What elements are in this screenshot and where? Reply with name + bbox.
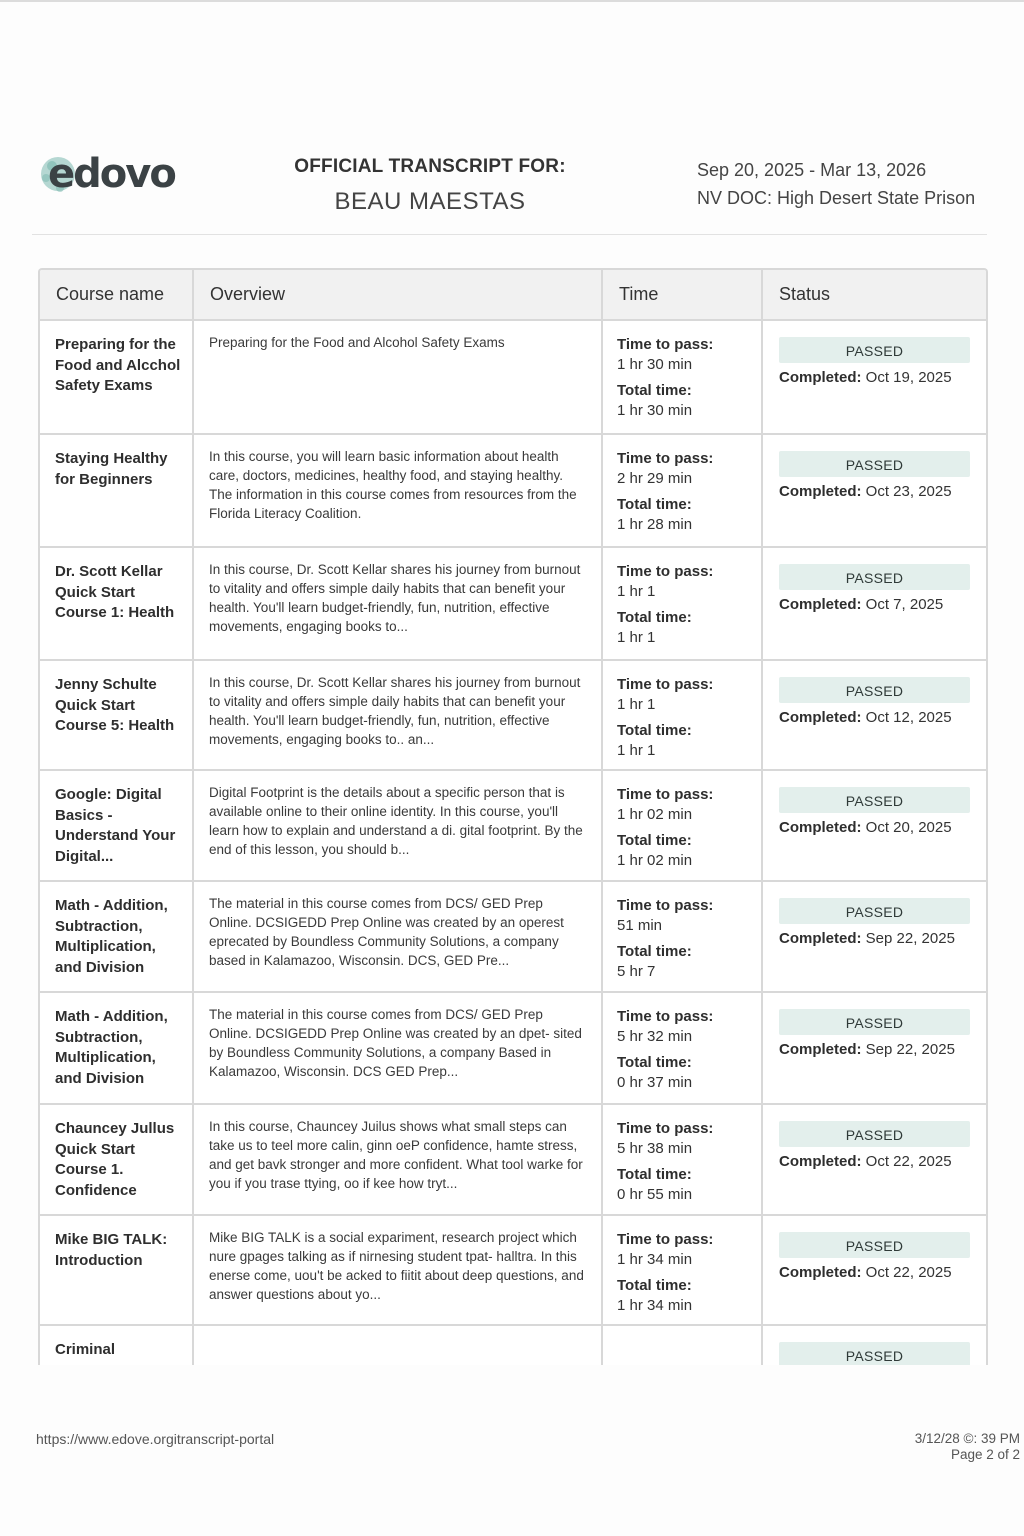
total-time-label: Total time: xyxy=(617,382,692,399)
completed-line xyxy=(779,930,970,947)
completed-label: Completed: xyxy=(779,819,862,836)
student-name: BEAU MAESTAS xyxy=(334,188,526,215)
column-header-overview: Overview xyxy=(193,270,602,320)
table-row xyxy=(40,881,986,992)
course-overview: In this course, you will learn basic information about health care, doctors, medicines, healthy food, and staying healthy. The information in this course comes from resources from the Florida Literacy Coalition. xyxy=(209,449,577,521)
course-name: Google: Digital Basics - Understand Your Digital... xyxy=(55,786,176,865)
total-time-label: Total time: xyxy=(617,609,692,626)
status-badge: PASSED xyxy=(779,451,970,477)
table-row xyxy=(40,770,986,881)
total-time-label: Total time: xyxy=(617,1277,692,1294)
overview-cell xyxy=(193,1215,602,1325)
status-badge: PASSED xyxy=(779,564,970,590)
status-cell xyxy=(762,1104,986,1215)
completed-line xyxy=(779,369,970,386)
status-info xyxy=(763,1326,986,1365)
completed-line xyxy=(779,1041,970,1058)
completed-date: Oct 12, 2025 xyxy=(865,709,952,726)
course-overview: In this course, Dr. Scott Kellar shares his journey from burnout to vitality and offers simple daily habits that can benefit your health. You'll learn budget-friendly, fun, nutrition, effective movements, engaging books to... xyxy=(209,562,581,634)
completed-label: Completed: xyxy=(779,596,862,613)
course-overview: In this course, Chauncey Juilus shows what small steps can take us to teel more calin, ginn oeP confidence, hamte stress, and get bavk stronger and more confident. What tool warke for you if you trase ttying, oo if kee how tryt... xyxy=(209,1119,583,1191)
status-cell xyxy=(762,881,986,992)
completed-date: Oct 20, 2025 xyxy=(865,819,952,836)
table-body xyxy=(40,320,986,1365)
column-header-status: Status xyxy=(762,270,986,320)
time-to-pass-label: Time to pass: xyxy=(617,897,714,914)
status-cell xyxy=(762,320,986,434)
completed-line xyxy=(779,596,970,613)
overview-cell xyxy=(193,770,602,881)
status-cell xyxy=(762,1215,986,1325)
course-overview: The material in this course comes from DCS/ GED Prep Online. DCSIGEDD Prep Online was created by an operest eprecated by Boundless Community Solutions, a company based in Kalamazoo, Wisconsin. DCS, GED Pre... xyxy=(209,896,564,968)
column-header-time: Time xyxy=(602,270,762,320)
completed-label: Completed: xyxy=(779,1041,862,1058)
total-time-value: 5 hr 7 xyxy=(617,963,656,980)
table-row xyxy=(40,660,986,770)
time-info xyxy=(603,771,761,871)
transcript-table xyxy=(40,270,986,1365)
completed-line xyxy=(779,819,970,836)
facility-name: NV DOC: High Desert State Prison xyxy=(697,188,976,208)
time-to-pass-value: 5 hr 38 min xyxy=(617,1140,693,1157)
time-cell xyxy=(602,320,762,434)
time-cell xyxy=(602,434,762,547)
time-cell xyxy=(602,770,762,881)
total-time-label: Total time: xyxy=(617,832,692,849)
status-info xyxy=(763,321,986,386)
table-row xyxy=(40,434,986,547)
time-to-pass-label: Time to pass: xyxy=(617,676,714,693)
status-info xyxy=(763,548,986,613)
total-time-label: Total time: xyxy=(617,496,692,513)
status-info xyxy=(763,661,986,726)
completed-label: Completed: xyxy=(779,709,862,726)
course-name-cell xyxy=(40,1104,193,1215)
transcript-header xyxy=(0,140,1024,220)
footer-url: https://www.edove.orgitranscript-portal xyxy=(36,1431,275,1447)
status-info xyxy=(763,771,986,836)
time-info xyxy=(603,321,761,421)
completed-date: Oct 23, 2025 xyxy=(865,483,952,500)
completed-line xyxy=(779,1264,970,1281)
course-overview: In this course, Dr. Scott Kellar shares his journey from burnout to vitality and offers simple daily habits that can benefit your health. You'll learn budget-friendly, fun, nutrition, effective movements, engaging books to.. an... xyxy=(209,675,581,747)
course-name: Math - Addition, Subtraction, Multiplication, and Division xyxy=(55,897,168,976)
completed-date: Sep 22, 2025 xyxy=(865,930,955,947)
time-to-pass-label: Time to pass: xyxy=(617,563,714,580)
time-to-pass-label: Time to pass: xyxy=(617,336,714,353)
table-row xyxy=(40,1104,986,1215)
table-row-partial xyxy=(40,1325,986,1365)
total-time-value: 1 hr 30 min xyxy=(617,402,693,419)
status-info xyxy=(763,993,986,1058)
total-time-label: Total time: xyxy=(617,943,692,960)
course-name-cell xyxy=(40,434,193,547)
completed-label: Completed: xyxy=(779,1264,862,1281)
course-name: Math - Addition, Subtraction, Multiplication, and Division xyxy=(55,1008,168,1087)
completed-label: Completed: xyxy=(779,930,862,947)
time-to-pass-value: 1 hr 1 xyxy=(617,696,656,713)
title-block xyxy=(260,156,600,216)
total-time-value: 0 hr 55 min xyxy=(617,1186,693,1203)
time-info xyxy=(603,882,761,982)
course-name-cell xyxy=(40,881,193,992)
course-name-cell xyxy=(40,1325,193,1365)
status-info xyxy=(763,435,986,500)
header-divider xyxy=(32,234,987,235)
status-cell xyxy=(762,434,986,547)
course-overview: Preparing for the Food and Alcohol Safety Exams xyxy=(209,335,505,350)
overview-cell xyxy=(193,1104,602,1215)
completed-line xyxy=(779,709,970,726)
time-to-pass-label: Time to pass: xyxy=(617,1008,714,1025)
course-name: Mike BIG TALK: Introduction xyxy=(55,1231,168,1269)
total-time-value: 1 hr 02 min xyxy=(617,852,693,869)
status-badge: PASSED xyxy=(779,1121,970,1147)
total-time-label: Total time: xyxy=(617,722,692,739)
table-header-row xyxy=(40,270,986,320)
total-time-value: 1 hr 1 xyxy=(617,629,656,646)
completed-line xyxy=(779,1153,970,1170)
time-to-pass-value: 2 hr 29 min xyxy=(617,470,693,487)
completed-date: Sep 22, 2025 xyxy=(865,1041,955,1058)
time-to-pass-value: 1 hr 30 min xyxy=(617,356,693,373)
table-row xyxy=(40,320,986,434)
status-badge: PASSED xyxy=(779,677,970,703)
time-to-pass-value: 1 hr 02 min xyxy=(617,806,693,823)
time-cell xyxy=(602,1104,762,1215)
table-row xyxy=(40,992,986,1104)
overview-cell xyxy=(193,434,602,547)
completed-date: Oct 7, 2025 xyxy=(865,596,944,613)
status-cell xyxy=(762,660,986,770)
time-to-pass-value: 1 hr 1 xyxy=(617,583,656,600)
footer-page-number: Page 2 of 2 xyxy=(950,1447,1020,1462)
time-info xyxy=(603,1216,761,1316)
status-badge: PASSED xyxy=(779,787,970,813)
course-name: Criminal xyxy=(55,1341,116,1358)
time-cell xyxy=(602,660,762,770)
status-cell xyxy=(762,992,986,1104)
completed-label: Completed: xyxy=(779,369,862,386)
total-time-value: 1 hr 34 min xyxy=(617,1297,693,1314)
date-range: Sep 20, 2025 - Mar 13, 2026 xyxy=(697,160,927,180)
completed-label: Completed: xyxy=(779,1153,862,1170)
total-time-label: Total time: xyxy=(617,1054,692,1071)
course-name: Chauncey Jullus Quick Start Course 1. Confidence xyxy=(55,1120,175,1199)
overview-cell xyxy=(193,1325,602,1365)
time-info xyxy=(603,548,761,648)
time-to-pass-value: 1 hr 34 min xyxy=(617,1251,693,1268)
course-name: Preparing for the Food and Alcchol Safety Exams xyxy=(55,336,181,394)
completed-line xyxy=(779,483,970,500)
time-to-pass-label: Time to pass: xyxy=(617,1120,714,1137)
course-overview: Mike BIG TALK is a social expariment, research project which nure gpages talking as if nirnesing student tpat- halltra. In this enerse come, uou't be acked to fiitit about deep questions, and answer questions about yo... xyxy=(209,1230,584,1302)
time-to-pass-value: 51 min xyxy=(617,917,663,934)
course-name-cell xyxy=(40,547,193,660)
status-badge: PASSED xyxy=(779,898,970,924)
course-name: Staying Healthy for Beginners xyxy=(55,450,168,488)
total-time-value: 1 hr 28 min xyxy=(617,516,693,533)
footer-page-info xyxy=(915,1431,1020,1463)
transcript-table-container xyxy=(38,268,988,1365)
completed-date: Oct 22, 2025 xyxy=(865,1153,952,1170)
status-info xyxy=(763,1216,986,1281)
transcript-meta xyxy=(697,156,1017,212)
course-name: Dr. Scott Kellar Quick Start Course 1: Health xyxy=(55,563,175,621)
status-badge: PASSED xyxy=(779,1342,970,1365)
course-name-cell xyxy=(40,992,193,1104)
course-name-cell xyxy=(40,320,193,434)
time-info xyxy=(603,993,761,1093)
status-badge: PASSED xyxy=(779,337,970,363)
time-to-pass-value: 5 hr 32 min xyxy=(617,1028,693,1045)
course-overview: The material in this course comes from DCS/ GED Prep Online. DCSIGEDD Prep Online was created by an dpet- sited by Boundless Community Solutions, a company Based in Kalamazoo, Wisconsin. DCS GED Prep... xyxy=(209,1007,582,1079)
time-cell xyxy=(602,1325,762,1365)
time-cell xyxy=(602,881,762,992)
status-cell xyxy=(762,770,986,881)
total-time-value: 0 hr 37 min xyxy=(617,1074,693,1091)
time-cell xyxy=(602,1215,762,1325)
status-cell xyxy=(762,1325,986,1365)
logo-wordmark: edovo xyxy=(48,151,175,197)
overview-cell xyxy=(193,992,602,1104)
time-info xyxy=(603,435,761,535)
top-rule xyxy=(0,0,1024,2)
overview-cell xyxy=(193,660,602,770)
course-name-cell xyxy=(40,660,193,770)
course-name-cell xyxy=(40,770,193,881)
overview-cell xyxy=(193,881,602,992)
time-info xyxy=(603,1105,761,1205)
status-badge: PASSED xyxy=(779,1009,970,1035)
time-cell xyxy=(602,547,762,660)
completed-label: Completed: xyxy=(779,483,862,500)
status-cell xyxy=(762,547,986,660)
time-info xyxy=(603,661,761,761)
time-cell xyxy=(602,992,762,1104)
footer-timestamp: 3/12/28 ©: 39 PM xyxy=(914,1431,1020,1446)
time-to-pass-label: Time to pass: xyxy=(617,786,714,803)
table-row xyxy=(40,547,986,660)
status-badge: PASSED xyxy=(779,1232,970,1258)
status-info xyxy=(763,882,986,947)
course-overview: Digital Footprint is the details about a specific person that is available online to their online identity. In this course, you'll learn how to explain and understand a di. gital footprint. By the end of this lesson, you should b... xyxy=(209,785,583,857)
transcript-label: OFFICIAL TRANSCRIPT FOR: xyxy=(294,156,566,177)
table-row xyxy=(40,1215,986,1325)
overview-cell xyxy=(193,320,602,434)
status-info xyxy=(763,1105,986,1170)
overview-cell xyxy=(193,547,602,660)
column-header-course: Course name xyxy=(40,270,193,320)
total-time-label: Total time: xyxy=(617,1166,692,1183)
course-name-cell xyxy=(40,1215,193,1325)
completed-date: Oct 19, 2025 xyxy=(865,369,952,386)
total-time-value: 1 hr 1 xyxy=(617,742,656,759)
time-to-pass-label: Time to pass: xyxy=(617,1231,714,1248)
course-name: Jenny Schulte Quick Start Course 5: Health xyxy=(55,676,175,734)
time-to-pass-label: Time to pass: xyxy=(617,450,714,467)
completed-date: Oct 22, 2025 xyxy=(865,1264,952,1281)
